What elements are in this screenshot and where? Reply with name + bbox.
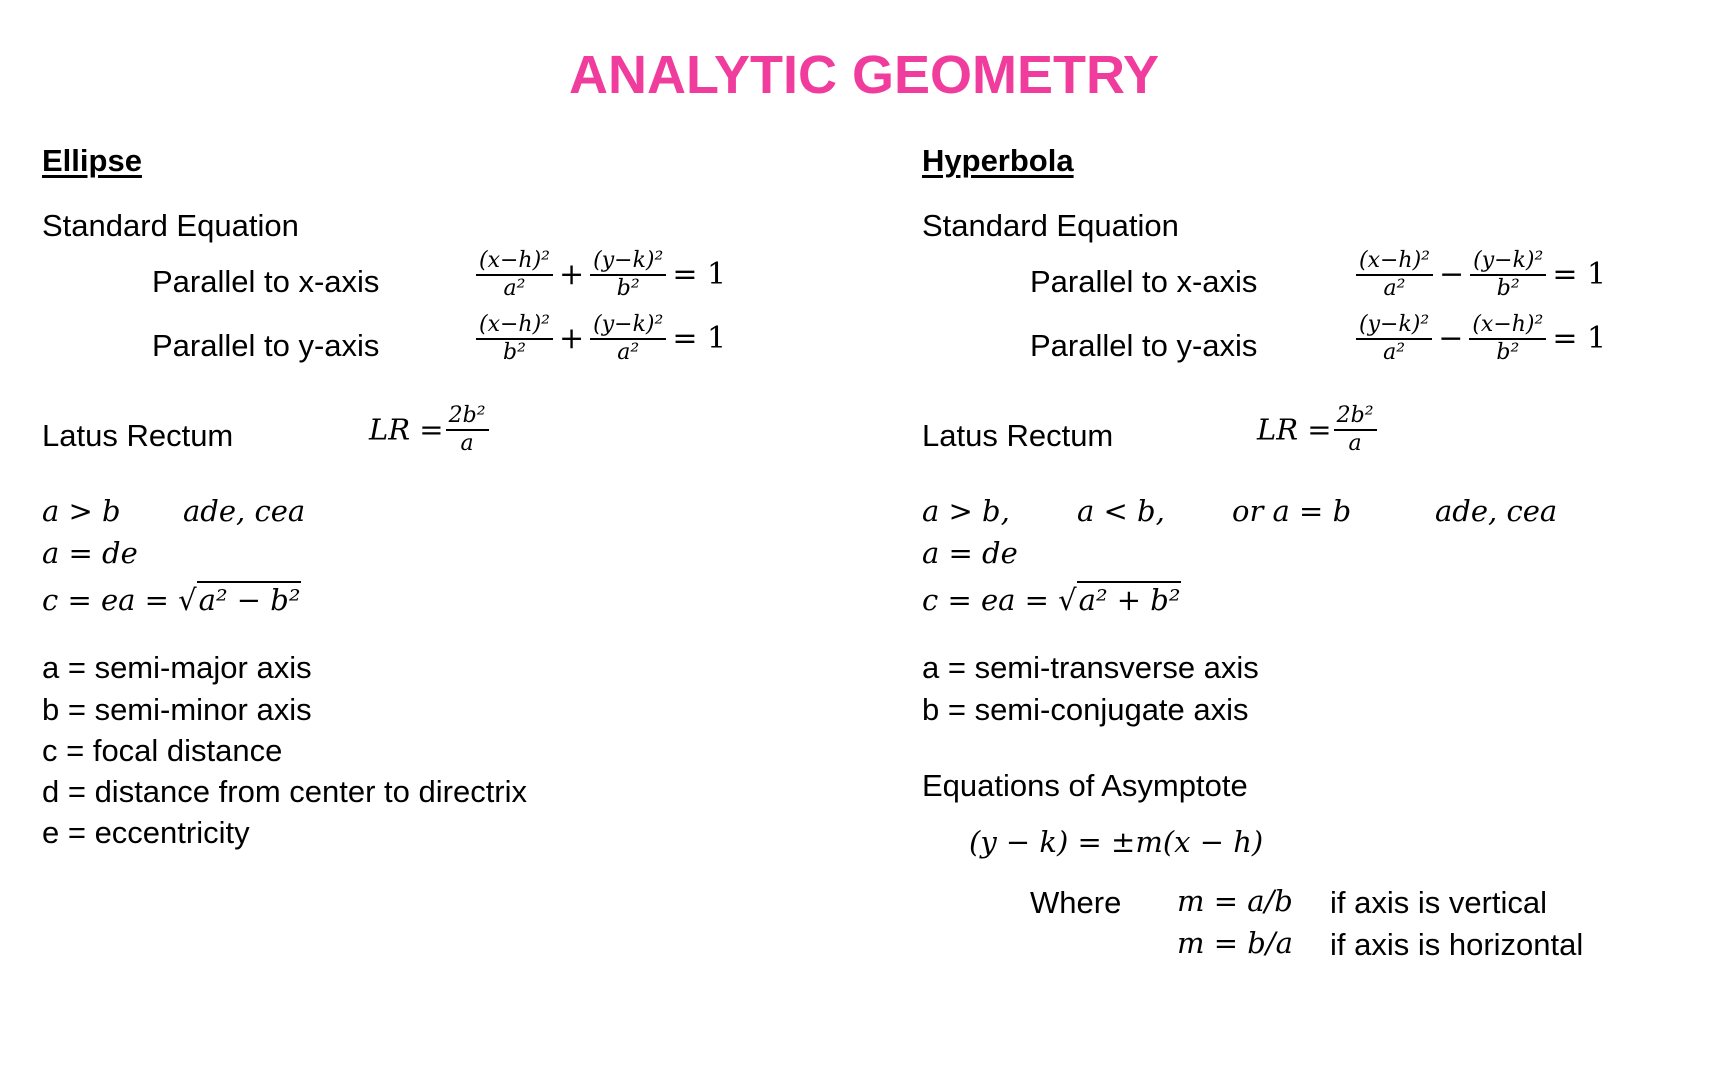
numerator: (y−k)²: [590, 250, 666, 276]
ellipse-condition: a > b: [42, 494, 121, 528]
sqrt-icon: √: [178, 583, 197, 617]
c-lhs: c = ea =: [922, 583, 1059, 617]
denominator: a: [460, 431, 474, 456]
slope-vertical-desc: if axis is vertical: [1330, 885, 1548, 920]
ellipse-def: b = semi-minor axis: [42, 692, 312, 727]
hyperbola-a-equation: a = de: [922, 536, 1018, 570]
numerator: (y−k)²: [1470, 250, 1546, 276]
denominator: a²: [1383, 276, 1406, 301]
slope-horizontal-desc: if axis is horizontal: [1330, 927, 1584, 962]
hyperbola-def: a = semi-transverse axis: [922, 650, 1259, 685]
ellipse-def: a = semi-major axis: [42, 650, 312, 685]
hyperbola-parallel-y-label: Parallel to y-axis: [1030, 328, 1258, 363]
hyperbola-latus-rectum-equation: [1257, 405, 1379, 455]
sqrt-content: a² − b²: [198, 583, 301, 617]
numerator: (x−h)²: [1356, 250, 1433, 276]
lr-lhs: LR =: [369, 412, 444, 447]
ellipse-def: d = distance from center to directrix: [42, 774, 528, 809]
hyperbola-c-equation: [922, 583, 1181, 617]
ellipse-def: c = focal distance: [42, 733, 283, 768]
equals-one: = 1: [672, 257, 727, 292]
ellipse-ade-cea: ade, cea: [183, 494, 306, 528]
sqrt-icon: √: [1058, 583, 1077, 617]
equals-one: = 1: [1552, 257, 1607, 292]
denominator: b²: [503, 340, 526, 365]
denominator: b²: [616, 276, 640, 301]
hyperbola-parallel-x-label: Parallel to x-axis: [1030, 264, 1258, 299]
denominator: a²: [617, 340, 640, 365]
lr-lhs: LR =: [1257, 412, 1332, 447]
numerator: 2b²: [1334, 405, 1377, 431]
hyperbola-latus-rectum-label: Latus Rectum: [922, 418, 1114, 453]
operator: −: [1439, 257, 1465, 292]
ellipse-def: e = eccentricity: [42, 815, 250, 850]
numerator: 2b²: [446, 405, 489, 431]
numerator: (x−h)²: [476, 250, 553, 276]
ellipse-standard-equation-label: Standard Equation: [42, 208, 299, 243]
hyperbola-condition-2: a < b,: [1077, 494, 1165, 528]
asymptote-equation: (y − k) = ±m(x − h): [969, 825, 1264, 859]
hyperbola-ade-cea: ade, cea: [1435, 494, 1558, 528]
sqrt-content: a² + b²: [1078, 583, 1181, 617]
ellipse-c-equation: [42, 583, 301, 617]
page-title: ANALYTIC GEOMETRY: [568, 45, 1160, 105]
denominator: b²: [1496, 340, 1520, 365]
operator: +: [559, 321, 585, 356]
ellipse-parallel-x-equation: [474, 250, 730, 300]
ellipse-parallel-y-equation: [474, 314, 730, 364]
operator: +: [559, 257, 585, 292]
numerator: (y−k)²: [590, 314, 666, 340]
numerator: (x−h)²: [476, 314, 553, 340]
numerator: (x−h)²: [1469, 314, 1546, 340]
numerator: (y−k)²: [1356, 314, 1432, 340]
operator: −: [1438, 321, 1464, 356]
asymptote-heading: Equations of Asymptote: [922, 768, 1248, 803]
hyperbola-standard-equation-label: Standard Equation: [922, 208, 1179, 243]
denominator: b²: [1496, 276, 1520, 301]
denominator: a: [1348, 431, 1362, 456]
equals-one: = 1: [1552, 321, 1607, 356]
denominator: a²: [1383, 340, 1406, 365]
slope-horizontal: m = b/a: [1177, 926, 1293, 960]
ellipse-latus-rectum-equation: [369, 405, 491, 455]
where-label: Where: [1030, 885, 1122, 920]
hyperbola-parallel-y-equation: [1354, 314, 1610, 364]
hyperbola-heading: Hyperbola: [922, 143, 1074, 178]
hyperbola-condition-3: or a = b: [1232, 494, 1352, 528]
hyperbola-def: b = semi-conjugate axis: [922, 692, 1249, 727]
c-lhs: c = ea =: [42, 583, 179, 617]
ellipse-a-equation: a = de: [42, 536, 138, 570]
ellipse-heading: Ellipse: [42, 143, 142, 178]
ellipse-latus-rectum-label: Latus Rectum: [42, 418, 234, 453]
denominator: a²: [503, 276, 526, 301]
hyperbola-condition-1: a > b,: [922, 494, 1010, 528]
ellipse-parallel-x-label: Parallel to x-axis: [152, 264, 380, 299]
slope-vertical: m = a/b: [1177, 884, 1293, 918]
ellipse-parallel-y-label: Parallel to y-axis: [152, 328, 380, 363]
hyperbola-parallel-x-equation: [1354, 250, 1610, 300]
equals-one: = 1: [672, 321, 727, 356]
